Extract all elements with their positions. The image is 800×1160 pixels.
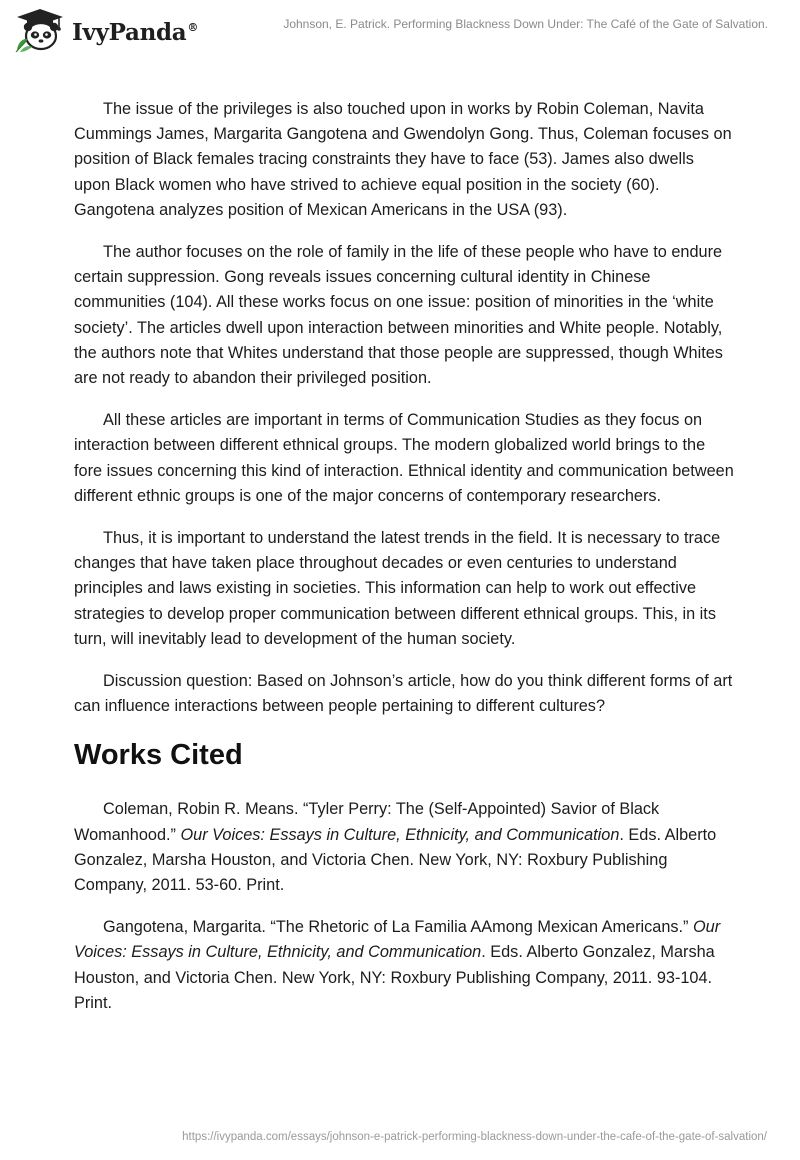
- ivypanda-logo[interactable]: [14, 8, 198, 52]
- citation-source-title: Our Voices: Essays in Culture, Ethnicity, and Communication: [74, 918, 721, 962]
- body-paragraph: The author focuses on the role of family in the life of these people who have to endure certain suppression. Gong reveals issues concerning cultural identity in Chinese communities (104). All these works focus on one issue: position of minorities in the ‘white society’. The articles dwell upon interaction between minorities and White people. Notably, the authors note that Whites understand that those people are suppressed, though Whites are not ready to abandon their privileged position.: [74, 243, 723, 388]
- citation-entry: [74, 915, 734, 1016]
- citation-text: Gangotena, Margarita. “The Rhetoric of La Familia AAmong Mexican Americans.”: [103, 918, 694, 937]
- body-paragraph: All these articles are important in terms of Communication Studies as they focus on interaction between different ethnical groups. The modern globalized world brings to the fore issues concerning this kind of interaction. Ethnical identity and communication between different ethnic groups is one of the major concerns of contemporary researchers.: [74, 411, 734, 505]
- body-paragraph: Discussion question: Based on Johnson’s article, how do you think different forms of art can influence interactions between people pertaining to different cultures?: [74, 672, 733, 716]
- body-paragraph: The issue of the privileges is also touched upon in works by Robin Coleman, Navita Cummings James, Margarita Gangotena and Gwendolyn Gong. Thus, Coleman focuses on position of Black females tracing constraints they have to face (53). James also dwells upon Black women who have strived to achieve equal position in the society (60). Gangotena analyzes position of Mexican Americans in the USA (93).: [74, 100, 732, 219]
- citation-text: . Eds. Alberto Gonzalez, Marsha Houston, and Victoria Chen. New York, NY: Roxbury Publishing Company, 2011. 93-104. Print.: [74, 943, 715, 1012]
- citation-text: Coleman, Robin R. Means. “Tyler Perry: The (Self-Appointed) Savior of Black Womanhood.”: [74, 800, 660, 844]
- body-paragraph: Thus, it is important to understand the latest trends in the field. It is necessary to trace changes that have taken place throughout decades or even centuries to understand principles and laws existing in societies. This information can help to work out effective strategies to develop proper communication between different ethnical groups. This, in its turn, will inevitably lead to development of the human society.: [74, 529, 721, 648]
- works-cited-heading: Works Cited: [74, 739, 243, 772]
- citation-entry: [74, 797, 734, 898]
- page-header: [0, 0, 800, 64]
- essay-content: [74, 97, 734, 1033]
- citation-text: . Eds. Alberto Gonzalez, Marsha Houston, and Victoria Chen. New York, NY: Roxbury Publishing Company, 2011. 53-60. Print.: [74, 825, 717, 895]
- citation-source-title: Our Voices: Essays in Culture, Ethnicity, and Communication: [180, 825, 620, 844]
- brand-name: IvyPanda®: [72, 18, 199, 46]
- panda-graduate-icon: [14, 8, 66, 52]
- header-citation: Johnson, E. Patrick. Performing Blackness Down Under: The Café of the Gate of Salvation.: [283, 17, 768, 31]
- source-url-link[interactable]: https://ivypanda.com/essays/johnson-e-patrick-performing-blackness-down-under-the-cafe-of-the-gate-of-salvation/: [182, 1131, 767, 1143]
